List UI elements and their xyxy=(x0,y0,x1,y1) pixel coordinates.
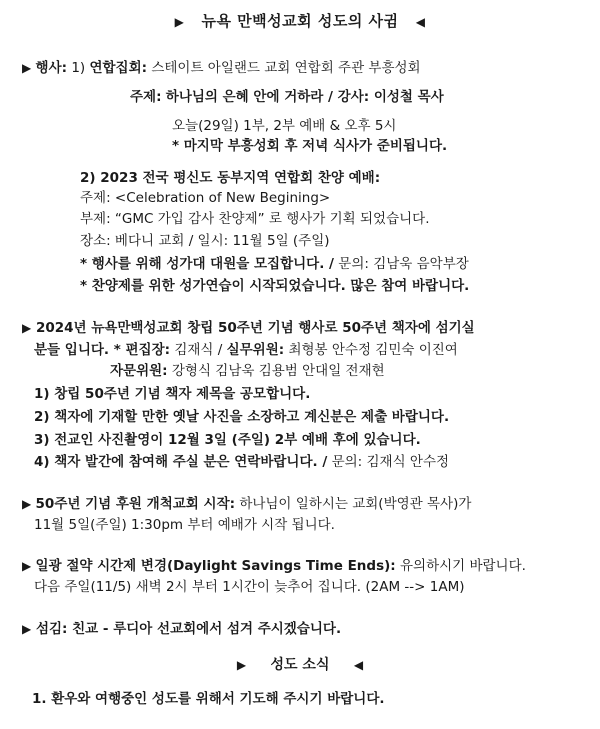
news-item-1: 1. 환우와 여행중인 성도를 위해서 기도해 주시기 바랍니다. xyxy=(32,691,385,707)
dst-label: 일광 절약 시간제 변경(Daylight Savings Time Ends): xyxy=(35,558,396,574)
planting-text: 하나님이 일하시는 교회(박영관 목사)가 xyxy=(239,496,472,512)
news-title: 성도 소식 xyxy=(270,657,330,673)
right-triangle-icon: ▶ xyxy=(174,15,185,29)
serving-line xyxy=(22,620,341,638)
anniversary-staff-label: 실무위원: xyxy=(226,342,285,358)
right-triangle-icon: ▶ xyxy=(236,658,247,672)
anniversary-editor: 김재식 / xyxy=(174,342,223,358)
event2-note2: * 찬양제를 위한 성가연습이 시작되었습니다. 많은 참여 바랍니다. xyxy=(80,278,470,294)
event1-number: 1) xyxy=(71,60,86,76)
bullet-icon: ▶ xyxy=(22,497,32,511)
dst-line2: 다음 주일(11/5) 새벽 2시 부터 1시간이 늦추어 집니다. (2AM --> 1AM) xyxy=(34,579,465,595)
event1-theme-label: 주제: xyxy=(130,89,162,105)
section-header xyxy=(0,12,600,31)
event2-heading: 2) 2023 전국 평신도 동부지역 연합회 찬양 예배: xyxy=(80,170,381,186)
dst-text: 유의하시기 바랍니다. xyxy=(399,558,526,574)
dst-line1 xyxy=(22,557,526,575)
event1-text: 스테이트 아일랜드 교회 연합회 주관 부흥성회 xyxy=(151,60,421,76)
anniversary-line2 xyxy=(34,341,458,359)
event2-place: 장소: 베다니 교회 / 일시: 11월 5일 (주일) xyxy=(80,233,330,249)
anniversary-editor-label: 분들 입니다. * 편집장: xyxy=(34,342,171,358)
left-triangle-icon: ◀ xyxy=(415,15,426,29)
anniversary-item-4 xyxy=(34,453,449,471)
bullet-icon: ▶ xyxy=(22,61,32,75)
event2-theme: 주제: <Celebration of New Begining> xyxy=(80,190,331,206)
anniversary-item-2: 2) 책자에 기재할 만한 옛날 사진을 소장하고 계신분은 제출 바랍니다. xyxy=(34,409,450,425)
anniversary-line3 xyxy=(110,362,385,380)
planting-line2: 11월 5일(주일) 1:30pm 부터 예배가 시작 됩니다. xyxy=(34,517,335,533)
event1-theme-text: 하나님의 은혜 안에 거하라 / 강사: 이성철 목사 xyxy=(165,89,444,105)
section-title: 뉴욕 만백성교회 성도의 사귐 xyxy=(201,12,399,30)
events-label: 행사: xyxy=(35,60,68,76)
event1-theme xyxy=(130,88,444,106)
event1-note: * 마지막 부흥성회 후 저녁 식사가 준비됩니다. xyxy=(172,138,448,154)
news-header xyxy=(0,656,600,674)
anniversary-advisors: 강형식 김남욱 김용범 안대일 전재현 xyxy=(171,363,385,379)
bullet-icon: ▶ xyxy=(22,321,32,335)
serving-text: 친교 - 루디아 선교회에서 섬겨 주시겠습니다. xyxy=(72,621,342,637)
anniversary-item-4-bold: 4) 책자 발간에 참여해 주실 분은 연락바랍니다. / xyxy=(34,454,328,470)
anniversary-staff: 최형봉 안수정 김민숙 이진여 xyxy=(288,342,458,358)
left-triangle-icon: ◀ xyxy=(353,658,364,672)
event2-note1-bold: * 행사를 위해 성가대 대원을 모집합니다. / xyxy=(80,256,334,272)
bullet-icon: ▶ xyxy=(22,622,32,636)
event1-schedule: 오늘(29일) 1부, 2부 예배 & 오후 5시 xyxy=(172,118,397,134)
anniversary-item-1: 1) 창립 50주년 기념 책자 제목을 공모합니다. xyxy=(34,386,311,402)
planting-line1 xyxy=(22,495,471,513)
anniversary-line1 xyxy=(22,319,475,337)
planting-label: 50주년 기념 후원 개척교회 시작: xyxy=(35,496,236,512)
events-line xyxy=(22,59,421,77)
anniversary-item-3: 3) 전교인 사진촬영이 12월 3일 (주일) 2부 예배 후에 있습니다. xyxy=(34,432,421,448)
event2-note1 xyxy=(80,255,469,273)
anniversary-item-4-contact: 문의: 김재식 안수정 xyxy=(331,454,450,470)
bullet-icon: ▶ xyxy=(22,559,32,573)
serving-label: 섬김: xyxy=(35,621,68,637)
event2-note1-contact: 문의: 김남욱 음악부장 xyxy=(338,256,469,272)
event2-subtheme: 부제: “GMC 가입 감사 찬양제” 로 행사가 기획 되었습니다. xyxy=(80,211,430,227)
anniversary-intro: 2024년 뉴욕만백성교회 창립 50주년 기념 행사로 50주년 책자에 섬기실 xyxy=(35,320,475,336)
anniversary-advisors-label: 자문위원: xyxy=(110,363,168,379)
event1-label: 연합집회: xyxy=(89,60,148,76)
